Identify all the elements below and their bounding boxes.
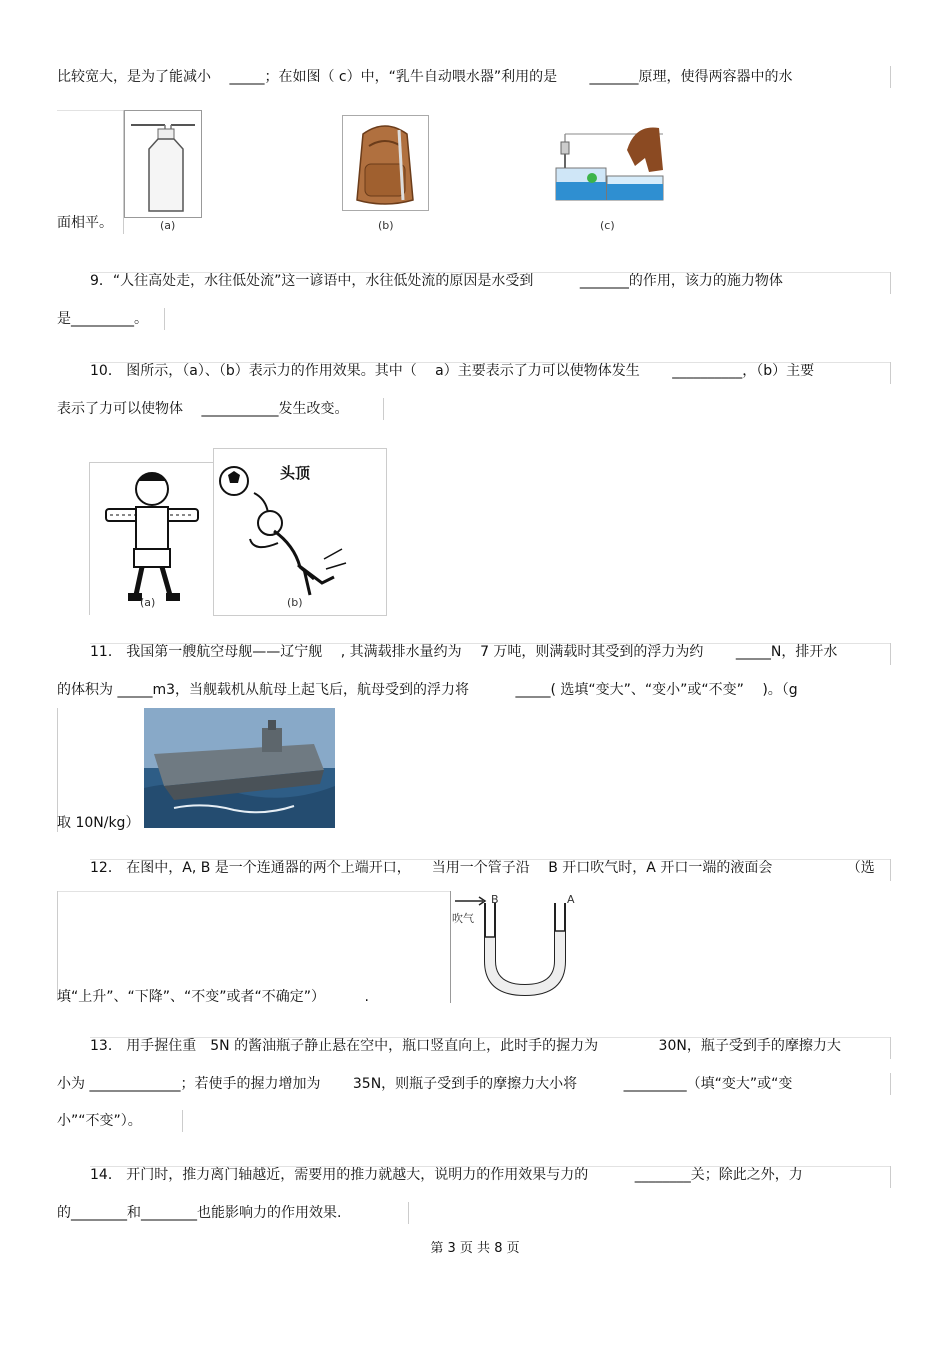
- figure-label: (a): [140, 596, 156, 609]
- figure-gas-bottle: [124, 110, 202, 218]
- figure-text-head: 头顶: [280, 464, 311, 482]
- figure-boy-stretching-spring: [89, 462, 214, 615]
- divider: [890, 1073, 891, 1095]
- q14-line1: 14． 开门时，推力离门轴越近，需要用的推力就越大，说明力的作用效果与力的 ________关；除此之外，力: [90, 1167, 803, 1183]
- page-footer: 第 3 页 共 8 页: [430, 1241, 520, 1256]
- divider: [57, 891, 450, 892]
- figure-u-tube: [450, 891, 579, 1003]
- q13-line3: 小”“不变”）。: [57, 1113, 142, 1129]
- divider: [890, 859, 891, 881]
- q13-line1: 13． 用手握住重 5N 的酱油瓶子静止悬在空中，瓶口竖直向上，此时手的握力为 30N，瓶子受到手的摩擦力大: [90, 1038, 841, 1054]
- figure-backpack: [342, 115, 429, 211]
- q10-line2: 表示了力可以使物体 ___________发生改变。: [57, 401, 349, 417]
- figure-label-a: A: [567, 893, 575, 906]
- divider: [890, 66, 891, 88]
- figure-label-blow: 吹气: [452, 912, 474, 925]
- figure-cow-waterer: [555, 120, 665, 202]
- q13-line2: 小为 _____________；若使手的握力增加为 35N，则瓶子受到手的摩擦力大小将 _________（填“变大”或“变: [57, 1076, 793, 1092]
- divider: [408, 1202, 409, 1224]
- divider: [890, 643, 891, 665]
- q12-line1: 12． 在图中，A, B 是一个连通器的两个上端开口， 当用一个管子沿 B 开口吹气时，A 开口一端的液面会 （选: [90, 860, 875, 876]
- q12-line2: 填“上升”、“下降”、“不变”或者“不确定”） .: [57, 989, 369, 1005]
- q11-line1: 11． 我国第一艘航空母舰——辽宁舰 , 其满载排水量约为 7 万吨，则满载时其受到的浮力为约 _____N，排开水: [90, 644, 838, 660]
- figure-aircraft-carrier: [144, 708, 335, 828]
- q9-line1: 9．“人往高处走，水往低处流”这一谚语中，水往低处流的原因是水受到 _______的作用，该力的施力物体: [90, 273, 783, 289]
- q11-line3: 取 10N/kg）: [57, 815, 140, 831]
- divider: [890, 1166, 891, 1188]
- divider: [890, 362, 891, 384]
- figure-label: (b): [287, 596, 303, 609]
- divider: [383, 398, 384, 420]
- figure-label: (b): [378, 219, 394, 232]
- figure-label: (c): [600, 219, 615, 232]
- q14-line2: 的________和________也能影响力的作用效果.: [57, 1205, 342, 1221]
- q10-line1: 10． 图所示，（a）、（b）表示力的作用效果。其中（ a）主要表示了力可以使物体发生 __________，（b）主要: [90, 363, 815, 379]
- divider: [182, 1110, 183, 1132]
- divider: [57, 891, 58, 1001]
- q8-line2: 面相平。: [57, 215, 113, 231]
- q8-line1: 比较宽大，是为了能减小 _____；在如图（ c）中，“乳牛自动喂水器”利用的是 _______原理，使得两容器中的水: [57, 69, 793, 85]
- divider: [890, 1037, 891, 1059]
- figure-label-b: B: [491, 893, 499, 906]
- divider: [164, 308, 165, 330]
- q9-line2: 是_________。: [57, 311, 148, 327]
- q11-line2: 的体积为 _____m3，当舰载机从航母上起飞后，航母受到的浮力将 _____( 选填“变大”、“变小”或“不变” )。（g: [57, 682, 798, 698]
- figure-label: (a): [160, 219, 176, 232]
- divider: [890, 272, 891, 294]
